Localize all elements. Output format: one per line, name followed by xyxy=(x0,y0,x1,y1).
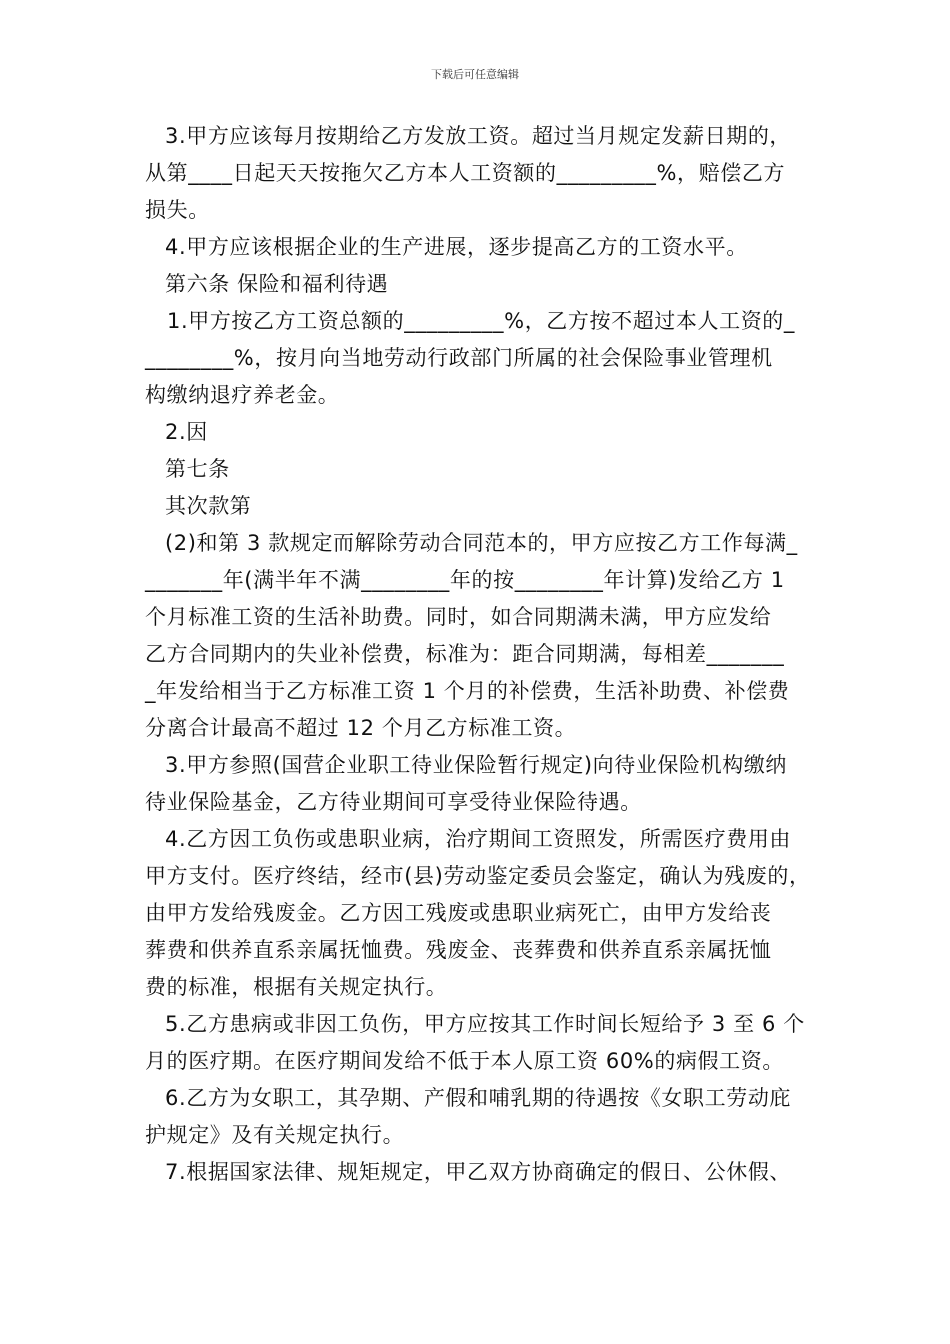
section-heading: 第六条 保险和福利待遇 xyxy=(165,272,389,296)
text-line: 分离合计最高不超过 12 个月乙方标准工资。 xyxy=(145,716,577,740)
text-line: 4.甲方应该根据企业的生产进展，逐步提高乙方的工资水平。 xyxy=(165,235,748,259)
document-body xyxy=(145,118,813,1191)
text-line: 月的医疗期。在医疗期间发给不低于本人原工资 60%的病假工资。 xyxy=(145,1049,784,1073)
text-line: (2)和第 3 款规定而解除劳动合同范本的，甲方应按乙方工作每满_ xyxy=(165,531,798,555)
text-line: 由甲方发给残废金。乙方因工残废或患职业病死亡，由甲方发给丧 xyxy=(145,901,772,925)
text-line: 乙方合同期内的失业补偿费，标准为：距合同期满，每相差_______ xyxy=(145,642,785,666)
text-line: 5.乙方患病或非因工负伤，甲方应按其工作时间长短给予 3 至 6 个 xyxy=(165,1012,805,1036)
text-line: 构缴纳退疗养老金。 xyxy=(145,383,340,407)
text-line: 3.甲方应该每月按期给乙方发放工资。超过当月规定发薪日期的， xyxy=(165,124,792,148)
text-line: 3.甲方参照(国营企业职工待业保险暂行规定)向待业保险机构缴纳 xyxy=(165,753,788,777)
text-line: _年发给相当于乙方标准工资 1 个月的补偿费，生活补助费、补偿费 xyxy=(145,679,790,703)
text-line: 葬费和供养直系亲属抚恤费。残废金、丧葬费和供养直系亲属抚恤 xyxy=(145,938,772,962)
text-line: 甲方支付。医疗终结，经市(县)劳动鉴定委员会鉴定，确认为残废的， xyxy=(145,864,811,888)
text-line: 其次款第 xyxy=(165,494,252,518)
text-line: 7.根据国家法律、规矩规定，甲乙双方协商确定的假日、公休假、 xyxy=(165,1160,792,1184)
text-line: _______年(满半年不满________年的按________年计算)发给乙方 1 xyxy=(145,568,785,592)
text-line: ________%，按月向当地劳动行政部门所属的社会保险事业管理机 xyxy=(145,346,773,370)
text-line: 待业保险基金，乙方待业期间可享受待业保险待遇。 xyxy=(145,790,642,814)
text-line: 费的标准，根据有关规定执行。 xyxy=(145,975,448,999)
text-line: 损失。 xyxy=(145,198,210,222)
text-line: 从第____日起天天按拖欠乙方本人工资额的_________%，赔偿乙方 xyxy=(145,161,786,185)
text-line: 4.乙方因工负伤或患职业病，治疗期间工资照发，所需医疗费用由 xyxy=(165,827,792,851)
text-line: 6.乙方为女职工，其孕期、产假和哺乳期的待遇按《女职工劳动庇 xyxy=(165,1086,792,1110)
text-line: 护规定》及有关规定执行。 xyxy=(145,1123,405,1147)
text-line: 个月标准工资的生活补助费。同时，如合同期满未满，甲方应发给 xyxy=(145,605,772,629)
page-header: 下载后可任意编辑 xyxy=(431,68,519,81)
text-line: 2.因 xyxy=(165,420,208,444)
text-line: 1.甲方按乙方工资总额的_________%，乙方按不超过本人工资的_ xyxy=(167,309,795,333)
section-heading: 第七条 xyxy=(165,457,230,481)
